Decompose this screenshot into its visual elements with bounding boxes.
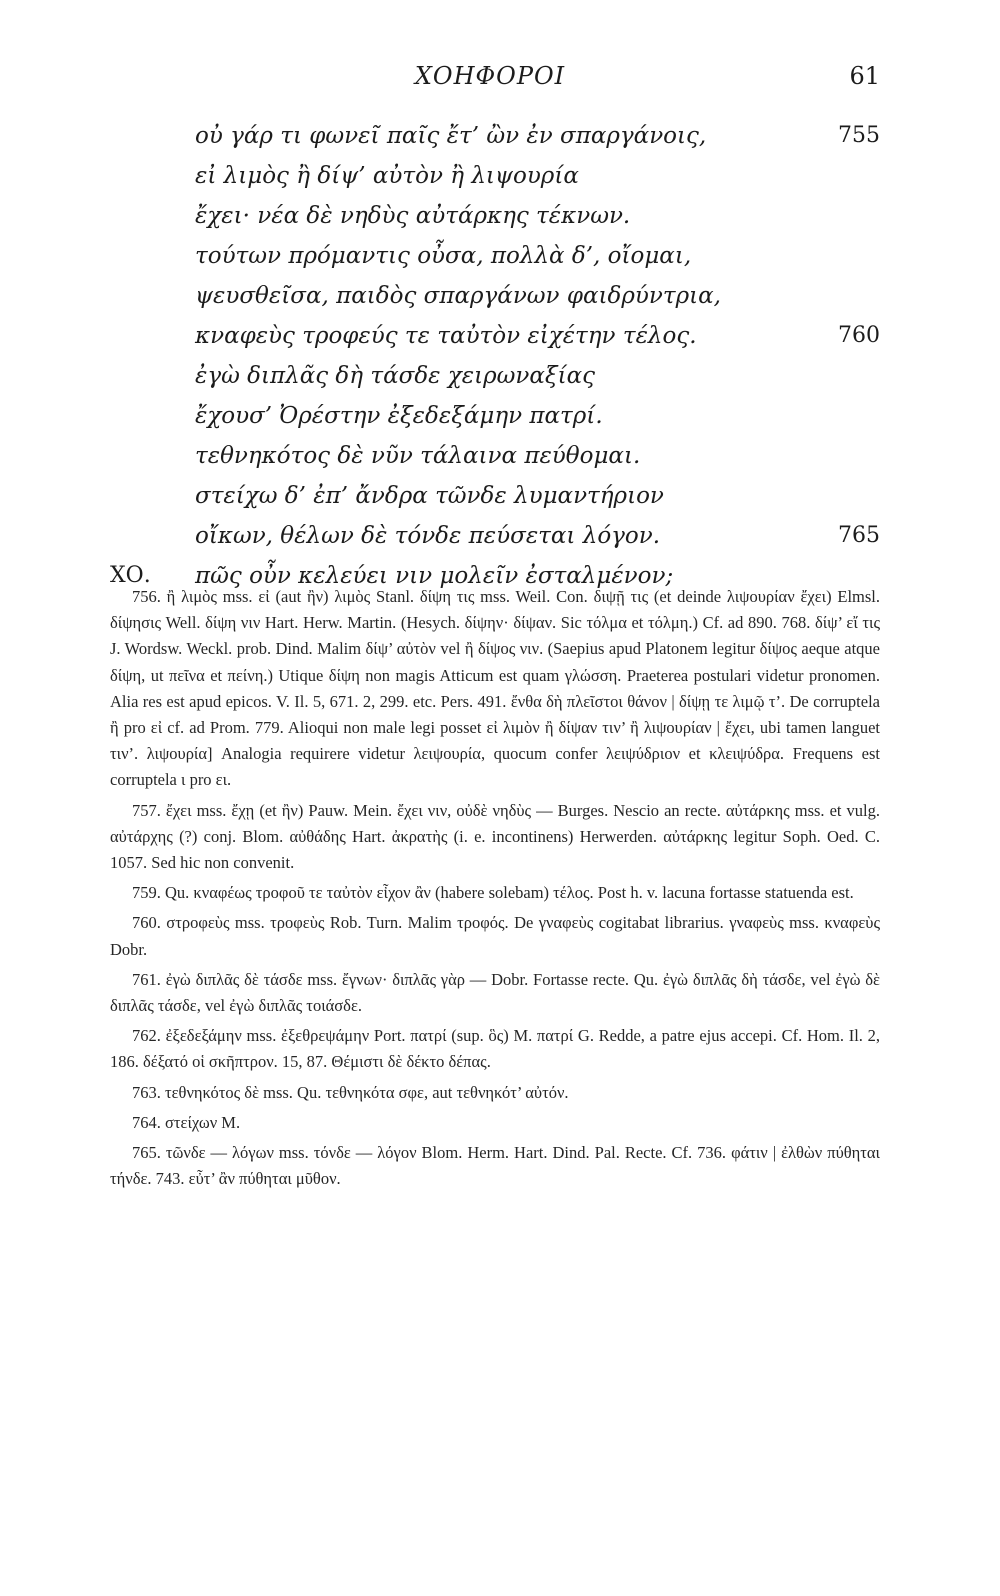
verse-text: ψευσθεῖσα, παιδὸς σπαργάνων φαιδρύντρια, — [195, 283, 721, 309]
verse-text: ἔχει· νέα δὲ νηδὺς αὐτάρκης τέκνων. — [195, 203, 631, 229]
verse-text: κναφεὺς τροφεύς τε ταὐτὸν εἰχέτην τέλος. — [195, 323, 697, 349]
verse-block — [100, 116, 880, 596]
line-number: 760 — [838, 323, 880, 348]
apparatus-note: 759. Qu. κναφέως τροφοῦ τε ταὐτὸν εἶχον ἂν (habere solebam) τέλος. Post h. v. lacuna fortasse statuenda est. — [132, 883, 854, 903]
verse-line — [100, 196, 880, 236]
apparatus-note: 763. τεθνηκότος δὲ mss. Qu. τεθνηκότα σφε, aut τεθνηκότ’ αὐτόν. — [132, 1082, 569, 1102]
apparatus-note: 757. ἔχει mss. ἔχῃ (et ἢν) Pauw. Mein. ἔχει νιν, οὐδὲ νηδὺς — Burges. Nescio an recte. αὐτάρκης mss. et vulg. αὐτάρχης (?) conj. Blom. αὐθάδης Hart. ἀκρατὴς (i. e. incontinens) Herwerden. αὐτάρκης legitur Soph. Oed. C. 1057. Sed hic non convenit. — [110, 800, 880, 873]
apparatus-note: 761. ἐγὼ διπλᾶς δὲ τάσδε mss. ἔγνων· διπλᾶς γὰρ — Dobr. Fortasse recte. Qu. ἐγὼ διπλᾶς δὴ τάσδε, vel ἐγὼ δὲ διπλᾶς τάσδε, vel ἐγὼ διπλᾶς τοιάσδε. — [110, 969, 880, 1016]
verse-text: οὐ γάρ τι φωνεῖ παῖς ἔτ’ ὢν ἐν σπαργάνοις, — [195, 123, 707, 149]
verse-line — [100, 476, 880, 516]
verse-text: στείχω δ’ ἐπ’ ἄνδρα τῶνδε λυμαντήριον — [195, 483, 664, 509]
apparatus-note: 764. στείχων M. — [132, 1112, 241, 1132]
verse-text: ἐγὼ διπλᾶς δὴ τάσδε χειρωναξίας — [195, 363, 596, 389]
verse-text: εἰ λιμὸς ἢ δίψ’ αὐτὸν ἢ λιψουρία — [195, 163, 579, 189]
page-number: 61 — [849, 62, 880, 90]
apparatus-note: 756. ἢ λιμὸς mss. εἰ (aut ἢν) λιμὸς Stanl. δίψη τις mss. Weil. Con. διψῇ τις (et deinde λιψουρίαν ἔχει) Elmsl. δίψησις Well. δίψη νιν Hart. Herw. Martin. (Hesych. δίψην· δίψαν. Sic τόλμα et τόλμη.) Cf. ad 890. 768. δίψ’ εἴ τις J. Wordsw. Weckl. prob. Dind. Malim δίψ’ αὐτὸν vel ἢ δίψος νιν. (Saepius apud Platonem legitur δίψος aeque atque δίψη, ut πεῖνα et πείνη.) Utique δίψη non magis Atticum est quam γλώσση. Praeterea postulari videtur pronomen. Alia res est apud epicos. V. Il. 5, 671. 2, 299. etc. Pers. 491. ἔνθα δὴ πλεῖστοι θάνον | δίψῃ τε λιμῷ τ’. De corruptela ἢ pro εἰ cf. ad Prom. 779. Alioqui non male legi posset εἰ λιμὸν ἢ δίψαν τιν’ ἢ λιψουρίαν | ἔχει, ubi tamen languet τιν’. λιψουρία] Analogia requirere videtur λειψουρία, quocum confer λειψύδριον et κλειψύδρα. Frequens est corruptela ι pro ει. — [110, 587, 880, 790]
verse-text: ἔχουσ’ Ὀρέστην ἐξεδεξάμην πατρί. — [195, 403, 603, 429]
verse-line — [100, 436, 880, 476]
verse-line — [100, 516, 880, 556]
verse-text: οἴκων, θέλων δὲ τόνδε πεύσεται λόγον. — [195, 523, 661, 549]
apparatus-note: 765. τῶνδε — λόγων mss. τόνδε — λόγον Blom. Herm. Hart. Dind. Pal. Recte. Cf. 736. φάτιν | ἐλθὼν πύθηται τήνδε. 743. εὖτ’ ἂν πύθηται μῦθον. — [110, 1143, 880, 1189]
verse-line — [100, 156, 880, 196]
critical-apparatus — [110, 584, 880, 1196]
verse-line — [100, 396, 880, 436]
verse-line — [100, 316, 880, 356]
verse-line — [100, 356, 880, 396]
page-header — [100, 58, 880, 94]
apparatus-note: 762. ἐξεδεξάμην mss. ἐξεθρεψάμην Port. πατρί (sup. ὃς) M. πατρί G. Redde, a patre ejus accepi. Cf. Hom. Il. 2, 186. δέξατό οἱ σκῆπτρον. 15, 87. Θέμιστι δὲ δέκτο δέπας. — [110, 1026, 880, 1072]
running-title: ΧΟΗΦΟΡΟΙ — [414, 62, 566, 90]
speaker-label: ΧΟ. — [110, 563, 151, 588]
verse-line — [100, 236, 880, 276]
line-number: 765 — [838, 523, 880, 548]
verse-text: τούτων πρόμαντις οὖσα, πολλὰ δ’, οἴομαι, — [195, 243, 692, 269]
verse-line — [100, 116, 880, 156]
verse-line — [100, 276, 880, 316]
verse-text: πῶς οὖν κελεύει νιν μολεῖν ἐσταλμένον; — [195, 563, 674, 589]
line-number: 755 — [838, 123, 880, 148]
verse-text: τεθνηκότος δὲ νῦν τάλαινα πεύθομαι. — [195, 443, 641, 469]
apparatus-note: 760. στροφεὺς mss. τροφεὺς Rob. Turn. Malim τροφός. De γναφεὺς cogitabat librarius. γναφεὺς mss. κναφεὺς Dobr. — [110, 913, 880, 959]
